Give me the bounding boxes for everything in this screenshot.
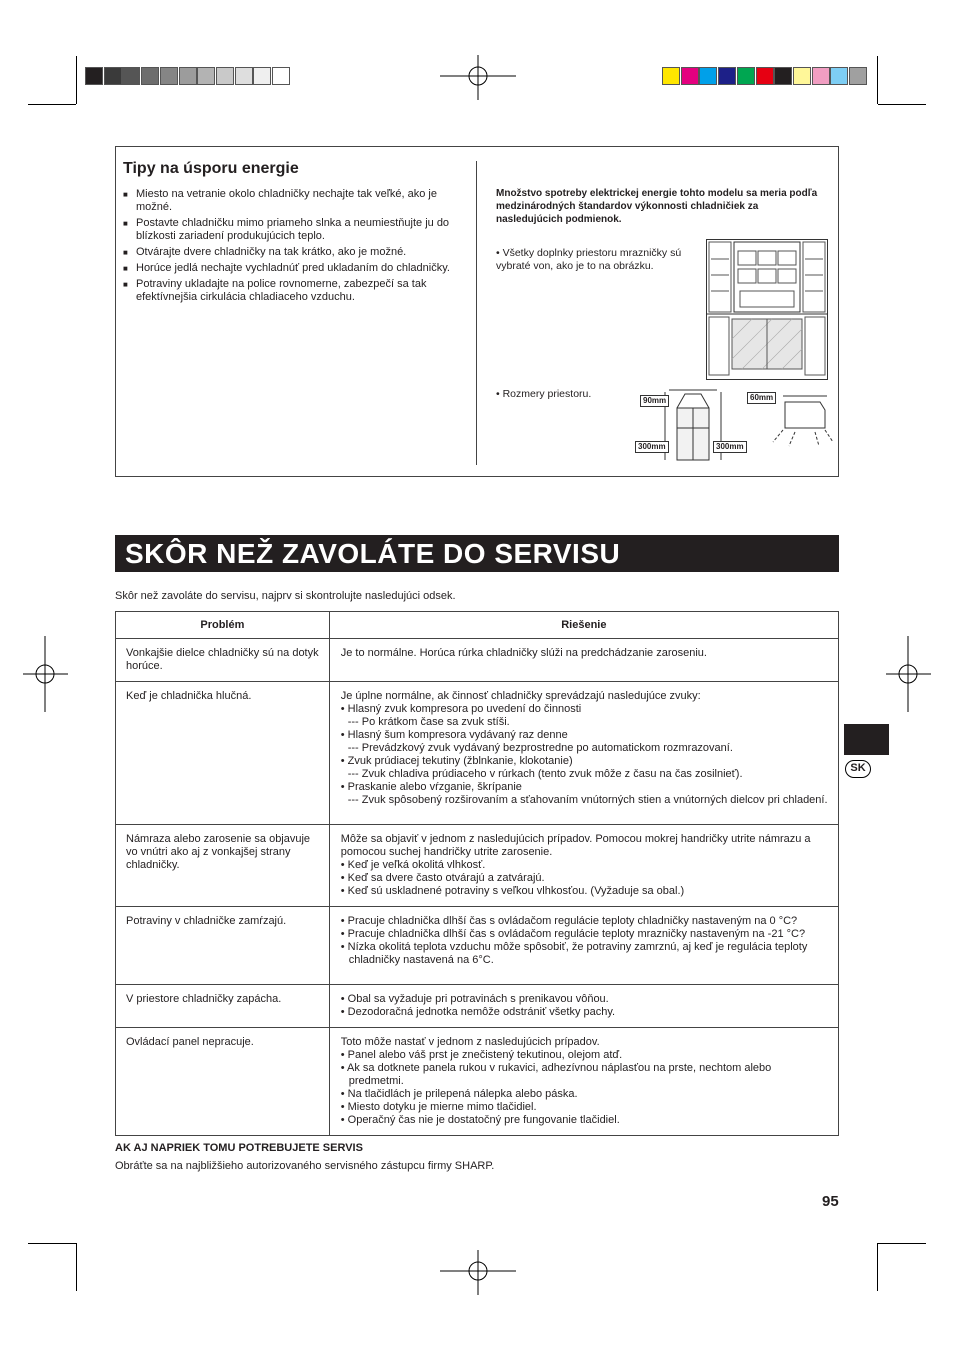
problem-cell: Potraviny v chladničke zamŕzajú. (116, 907, 330, 985)
solution-line: • Panel alebo váš prst je znečistený tekutinou, olejom atď. (340, 1049, 623, 1061)
color-swatch (235, 67, 253, 85)
table-row (116, 639, 839, 682)
solution-cell (329, 639, 838, 682)
solution-line: • Pracuje chladnička dlhší čas s ovládačom regulácie teploty mrazničky nastaveným na -21 °C? (340, 928, 806, 940)
color-swatch (253, 67, 271, 85)
problem-cell: Keď je chladnička hlučná. (116, 682, 330, 825)
solution-line: • Na tlačidlách je prilepená nálepka alebo páska. (340, 1088, 578, 1100)
color-swatch (699, 67, 717, 85)
color-swatch (812, 67, 830, 85)
tip-item: ■ Miesto na vetranie okolo chladničky nechajte tak veľké, ako je možné. (123, 188, 458, 214)
service-heading: AK AJ NAPRIEK TOMU POTREBUJETE SERVIS (115, 1142, 363, 1154)
color-swatch (830, 67, 848, 85)
color-swatch (85, 67, 103, 85)
color-swatch (272, 67, 290, 85)
table-row (116, 682, 839, 825)
problem-cell: Vonkajšie dielce chladničky sú na dotyk horúce. (116, 639, 330, 682)
solution-line: • Keď sa dvere často otvárajú a zatvárajú. (340, 872, 545, 884)
color-swatch (141, 67, 159, 85)
energy-measurement-intro: Množstvo spotreby elektrickej energie tohto modelu sa meria podľa medzinárodných štandardov výkonnosti chladničiek za nasledujúcich podmienok. (496, 188, 818, 225)
tip-item: ■ Otvárajte dvere chladničky na tak krátko, ako je možné. (123, 246, 458, 259)
color-swatch (197, 67, 215, 85)
section-header (115, 535, 839, 572)
tips-list (123, 188, 458, 307)
tips-divider (476, 161, 477, 465)
solution-line: • Miesto dotyku je mierne mimo tlačidiel. (340, 1101, 537, 1113)
color-swatch (849, 67, 867, 85)
solution-line: Je úplne normálne, ak činnosť chladničky sprevádzajú nasledujúce zvuky: (340, 690, 701, 702)
color-swatch (774, 67, 792, 85)
solution-line: • Praskanie alebo vŕzganie, škrípanie (340, 781, 522, 793)
solution-line: • Obal sa vyžaduje pri potravinách s prenikavou vôňou. (340, 993, 609, 1005)
troubleshooting-table (115, 611, 839, 1136)
color-swatch (756, 67, 774, 85)
registration-mark-left (23, 636, 68, 712)
solution-line: --- Zvuk chladiva prúdiaceho v rúrkach (tento zvuk môže z času na čas zosilnieť). (347, 768, 743, 780)
solution-line: • Hlasný zvuk kompresora po uvedení do činnosti (340, 703, 582, 715)
solution-line: Môže sa objaviť v jednom z nasledujúcich prípadov. Pomocou mokrej handričky utrite námrazu a pomocou suchej handričky utrite zarosenie. (340, 833, 811, 858)
solution-line: • Zvuk prúdiacej tekutiny (žblnkanie, klokotanie) (340, 755, 573, 767)
registration-mark-right (886, 636, 931, 712)
solution-cell (329, 907, 838, 985)
problem-cell: V priestore chladničky zapácha. (116, 985, 330, 1028)
solution-line: --- Zvuk spôsobený rozširovaním a sťahovaním vnútorných stien a vnútorných dielcov pri chladení. (347, 794, 828, 806)
page-number: 95 (822, 1193, 839, 1210)
solution-line: • Dezodoračná jednotka nemôže odstrániť všetky pachy. (340, 1006, 616, 1018)
solution-line: --- Prevádzkový zvuk vydávaný bezprostredne po automatickom rozmrazovaní. (347, 742, 733, 754)
solution-cell (329, 682, 838, 825)
color-swatch (718, 67, 736, 85)
clearance-top-label: 90mm (640, 395, 669, 407)
problem-cell: Námraza alebo zarosenie sa objavuje vo vnútri ako aj z vonkajšej strany chladničky. (116, 825, 330, 907)
section-title: SKÔR NEŽ ZAVOLÁTE DO SERVISU (125, 538, 621, 569)
solution-cell (329, 825, 838, 907)
solution-line: • Operačný čas nie je dostatočný pre fungovanie tlačidiel. (340, 1114, 620, 1126)
tip-item: ■ Potraviny ukladajte na police rovnomerne, zabezpečí sa tak efektívnejšia cirkulácia chladiaceho vzduchu. (123, 278, 458, 304)
color-swatch (216, 67, 234, 85)
table-row (116, 907, 839, 985)
color-swatch (104, 67, 122, 85)
solution-line: • Pracuje chladnička dlhší čas s ovládačom regulácie teploty chladničky nastaveným na 0 °C? (340, 915, 798, 927)
language-badge: SK (845, 760, 871, 778)
section-intro: Skôr než zavoláte do servisu, najprv si skontrolujte nasledujúci odsek. (115, 590, 456, 602)
solution-line: Toto môže nastať v jednom z nasledujúcich prípadov. (340, 1036, 600, 1048)
table-row (116, 825, 839, 907)
solution-line: • Keď sú uskladnené potraviny s veľkou vlhkosťou. (Vyžaduje sa obal.) (340, 885, 685, 897)
clearance-top-right-label: 60mm (747, 392, 776, 404)
solution-line: • Keď je veľká okolitá vlhkosť. (340, 859, 486, 871)
color-swatch (793, 67, 811, 85)
clearance-left-label: 300mm (635, 441, 669, 453)
fridge-interior-illustration (706, 239, 828, 380)
registration-mark-top (440, 55, 516, 100)
solution-line: • Nízka okolitá teplota vzduchu môže spôsobiť, že potraviny zamrznú, aj keď je regulácia teploty chladničky nastavená na 6°C. (340, 941, 808, 966)
solution-line: --- Po krátkom čase sa zvuk stíši. (347, 716, 510, 728)
color-swatch (681, 67, 699, 85)
table-header-row (116, 612, 839, 639)
solution-line: • Hlasný šum kompresora vydávaný raz denne (340, 729, 568, 741)
solution-line: Je to normálne. Horúca rúrka chladničky slúži na predchádzanie zaroseniu. (340, 647, 707, 659)
color-swatch (122, 67, 140, 85)
color-swatch (179, 67, 197, 85)
table-row (116, 1028, 839, 1136)
color-swatch (160, 67, 178, 85)
service-text: Obráťte sa na najbližšieho autorizovaného servisného zástupcu firmy SHARP. (115, 1160, 495, 1172)
solution-cell (329, 1028, 838, 1136)
table-body (116, 639, 839, 1136)
energy-condition-space: • Rozmery priestoru. (496, 388, 592, 400)
energy-condition-freezer: • Všetky doplnky priestoru mrazničky sú vybraté von, ako je to na obrázku. (496, 247, 682, 272)
solution-cell (329, 985, 838, 1028)
clearance-right-label: 300mm (713, 441, 747, 453)
registration-mark-bottom (440, 1250, 516, 1295)
color-swatch (737, 67, 755, 85)
tip-item: ■ Horúce jedlá nechajte vychladnúť pred ukladaním do chladničky. (123, 262, 458, 275)
solution-line: • Ak sa dotknete panela rukou v rukavici, adhezívnou náplasťou na prste, nechtom alebo predmetmi. (340, 1062, 772, 1087)
tips-title: Tipy na úsporu energie (123, 160, 299, 177)
problem-cell: Ovládací panel nepracuje. (116, 1028, 330, 1136)
tip-item: ■ Postavte chladničku mimo priameho slnka a neumiestňujte ju do blízkosti zariadení produkujúcich teplo. (123, 217, 458, 243)
table-row (116, 985, 839, 1028)
language-side-tab (844, 724, 889, 755)
column-header-problem: Problém (116, 612, 330, 639)
color-swatch (662, 67, 680, 85)
column-header-solution: Riešenie (329, 612, 838, 639)
